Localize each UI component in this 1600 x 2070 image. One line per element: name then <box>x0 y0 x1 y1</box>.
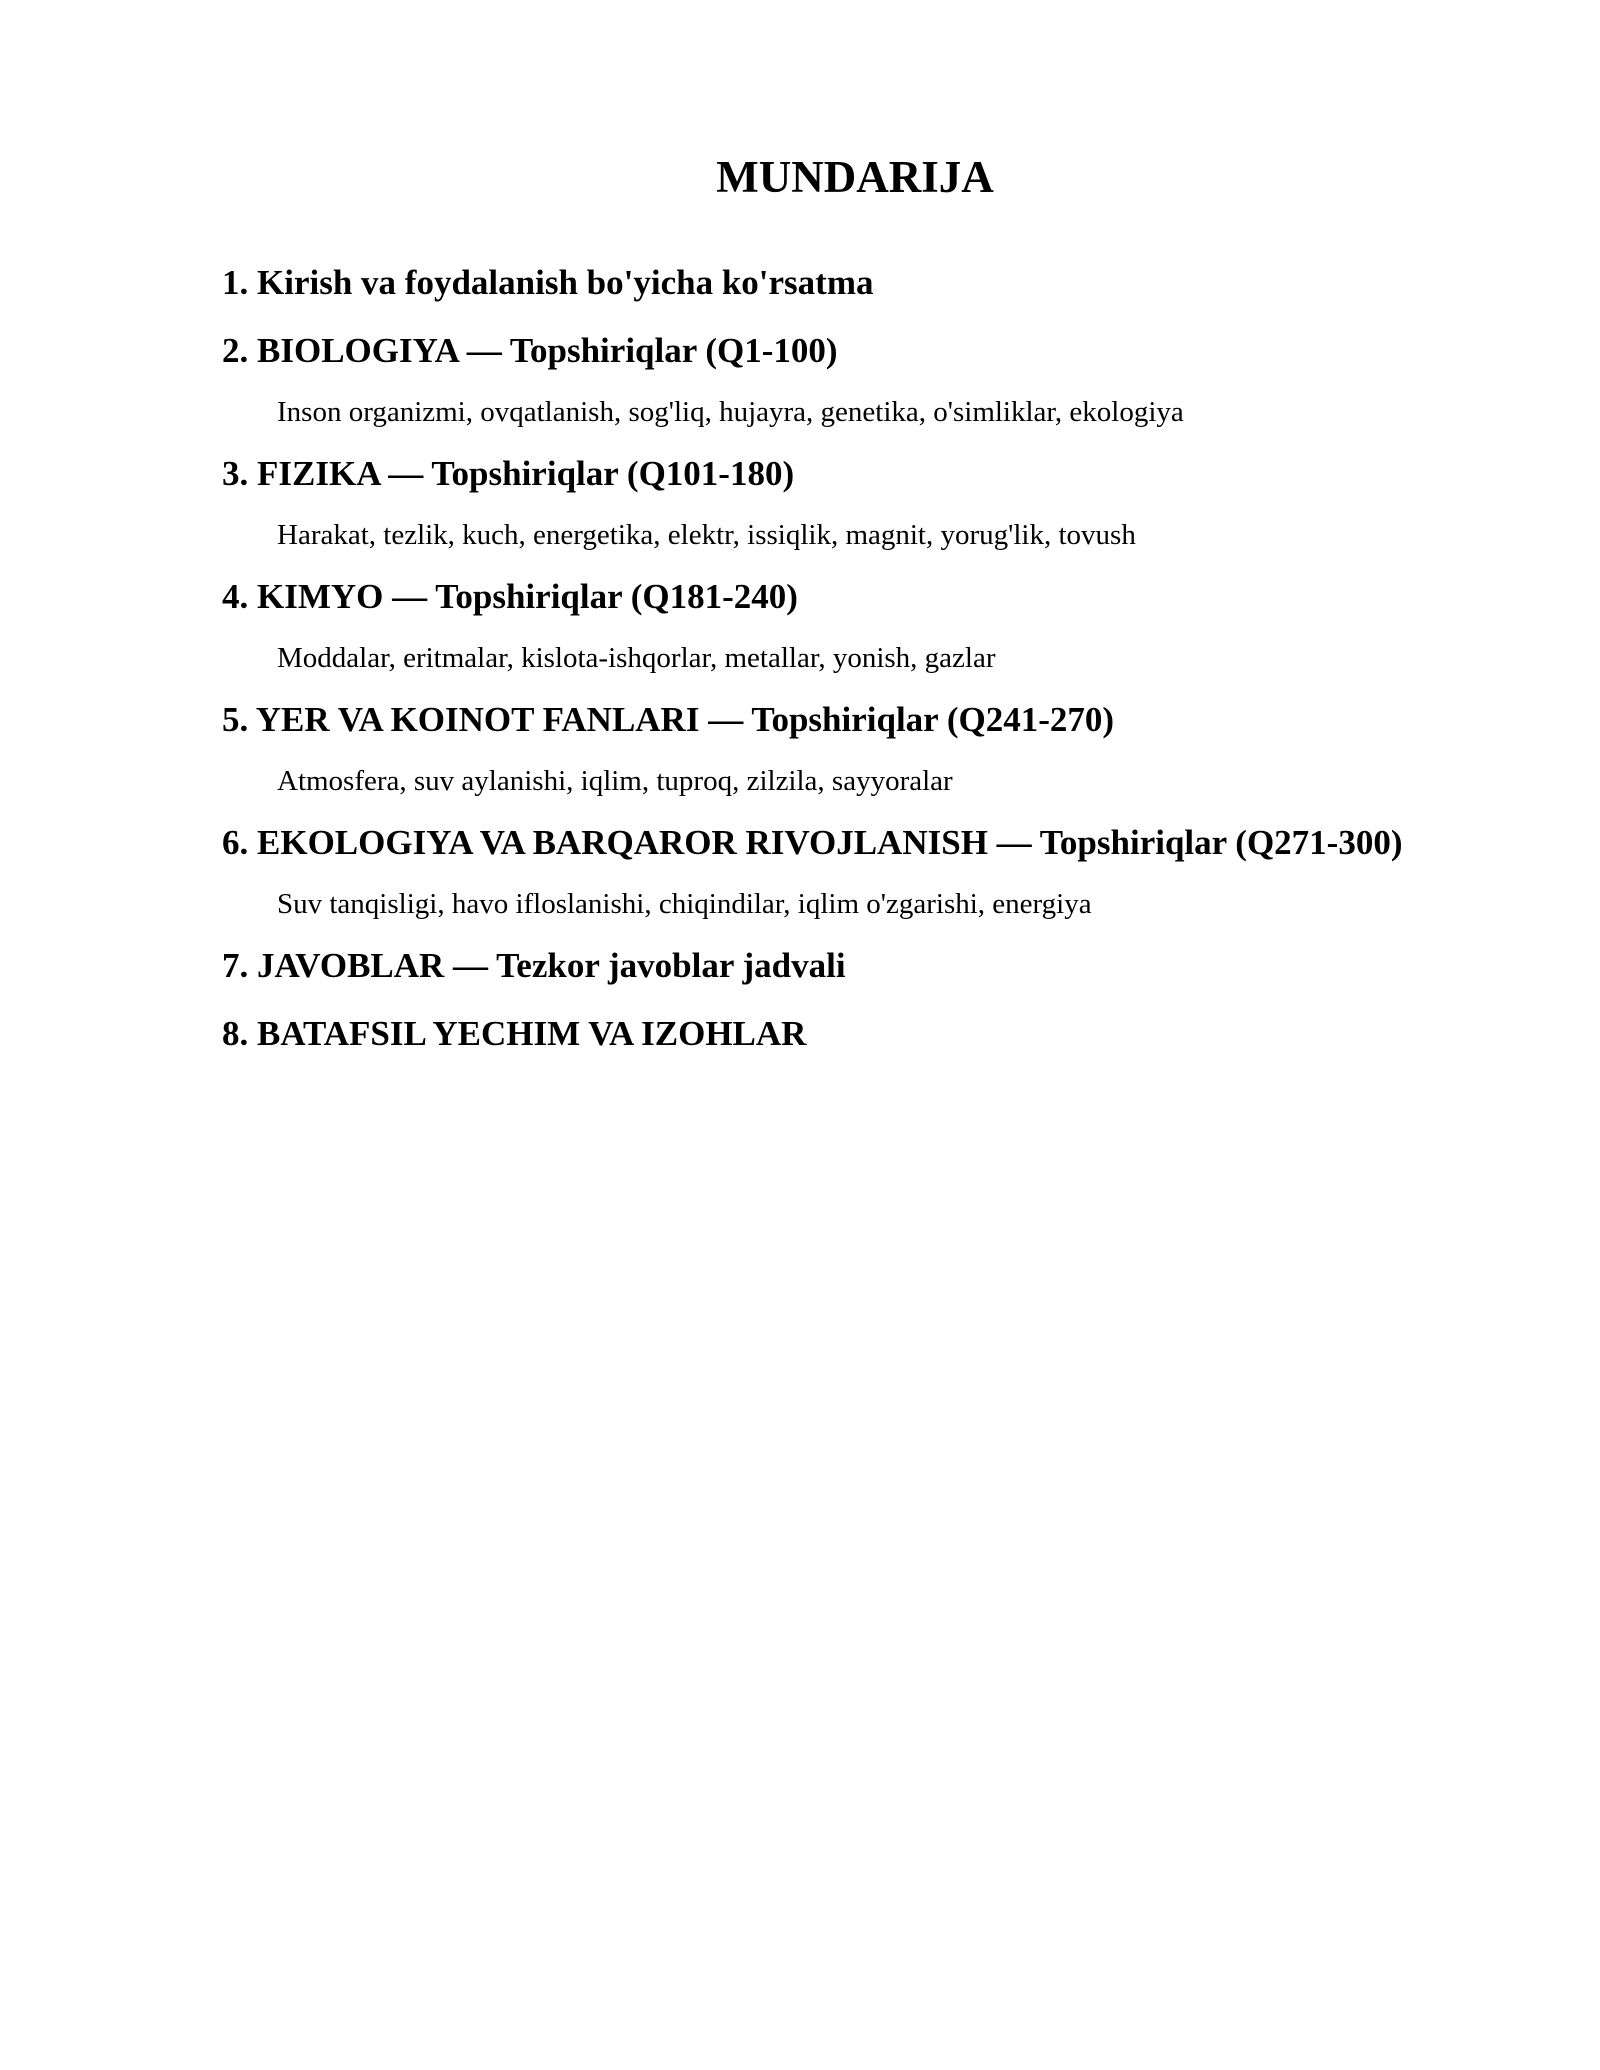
toc-heading: 4. KIMYO — Topshiriqlar (Q181-240) <box>222 577 798 616</box>
toc-heading: 3. FIZIKA — Topshiriqlar (Q101-180) <box>222 454 795 493</box>
toc-entry-4 <box>222 572 1582 678</box>
toc-entry-3 <box>222 449 1582 555</box>
toc-heading: 5. YER VA KOINOT FANLARI — Topshiriqlar (Q241-270) <box>222 700 1115 739</box>
toc-heading: 7. JAVOBLAR — Tezkor javoblar jadvali <box>222 946 846 985</box>
toc-entry-5 <box>222 695 1582 801</box>
toc-subtitle: Harakat, tezlik, kuch, energetika, elektr, issiqlik, magnit, yorug'lik, tovush <box>277 519 1136 551</box>
toc-entry-1 <box>222 258 1582 308</box>
toc-subtitle: Moddalar, eritmalar, kislota-ishqorlar, metallar, yonish, gazlar <box>277 642 996 674</box>
toc-entry-2 <box>222 326 1582 432</box>
toc-heading: 6. EKOLOGIYA VA BARQAROR RIVOJLANISH — Topshiriqlar (Q271-300) <box>222 823 1403 862</box>
toc-subtitle: Inson organizmi, ovqatlanish, sog'liq, hujayra, genetika, o'simliklar, ekologiya <box>277 396 1184 428</box>
toc-heading: 1. Kirish va foydalanish bo'yicha ko'rsatma <box>222 263 874 302</box>
toc-subtitle: Atmosfera, suv aylanishi, iqlim, tuproq, zilzila, sayyoralar <box>277 765 953 797</box>
toc-entry-6 <box>222 818 1582 924</box>
page-title: MUNDARIJA <box>716 152 994 202</box>
toc-heading: 8. BATAFSIL YECHIM VA IZOHLAR <box>222 1014 807 1053</box>
table-of-contents <box>222 258 1582 1077</box>
toc-subtitle: Suv tanqisligi, havo ifloslanishi, chiqindilar, iqlim o'zgarishi, energiya <box>277 888 1092 920</box>
toc-entry-8 <box>222 1009 1582 1059</box>
toc-heading: 2. BIOLOGIYA — Topshiriqlar (Q1-100) <box>222 331 838 370</box>
toc-entry-7 <box>222 941 1582 991</box>
